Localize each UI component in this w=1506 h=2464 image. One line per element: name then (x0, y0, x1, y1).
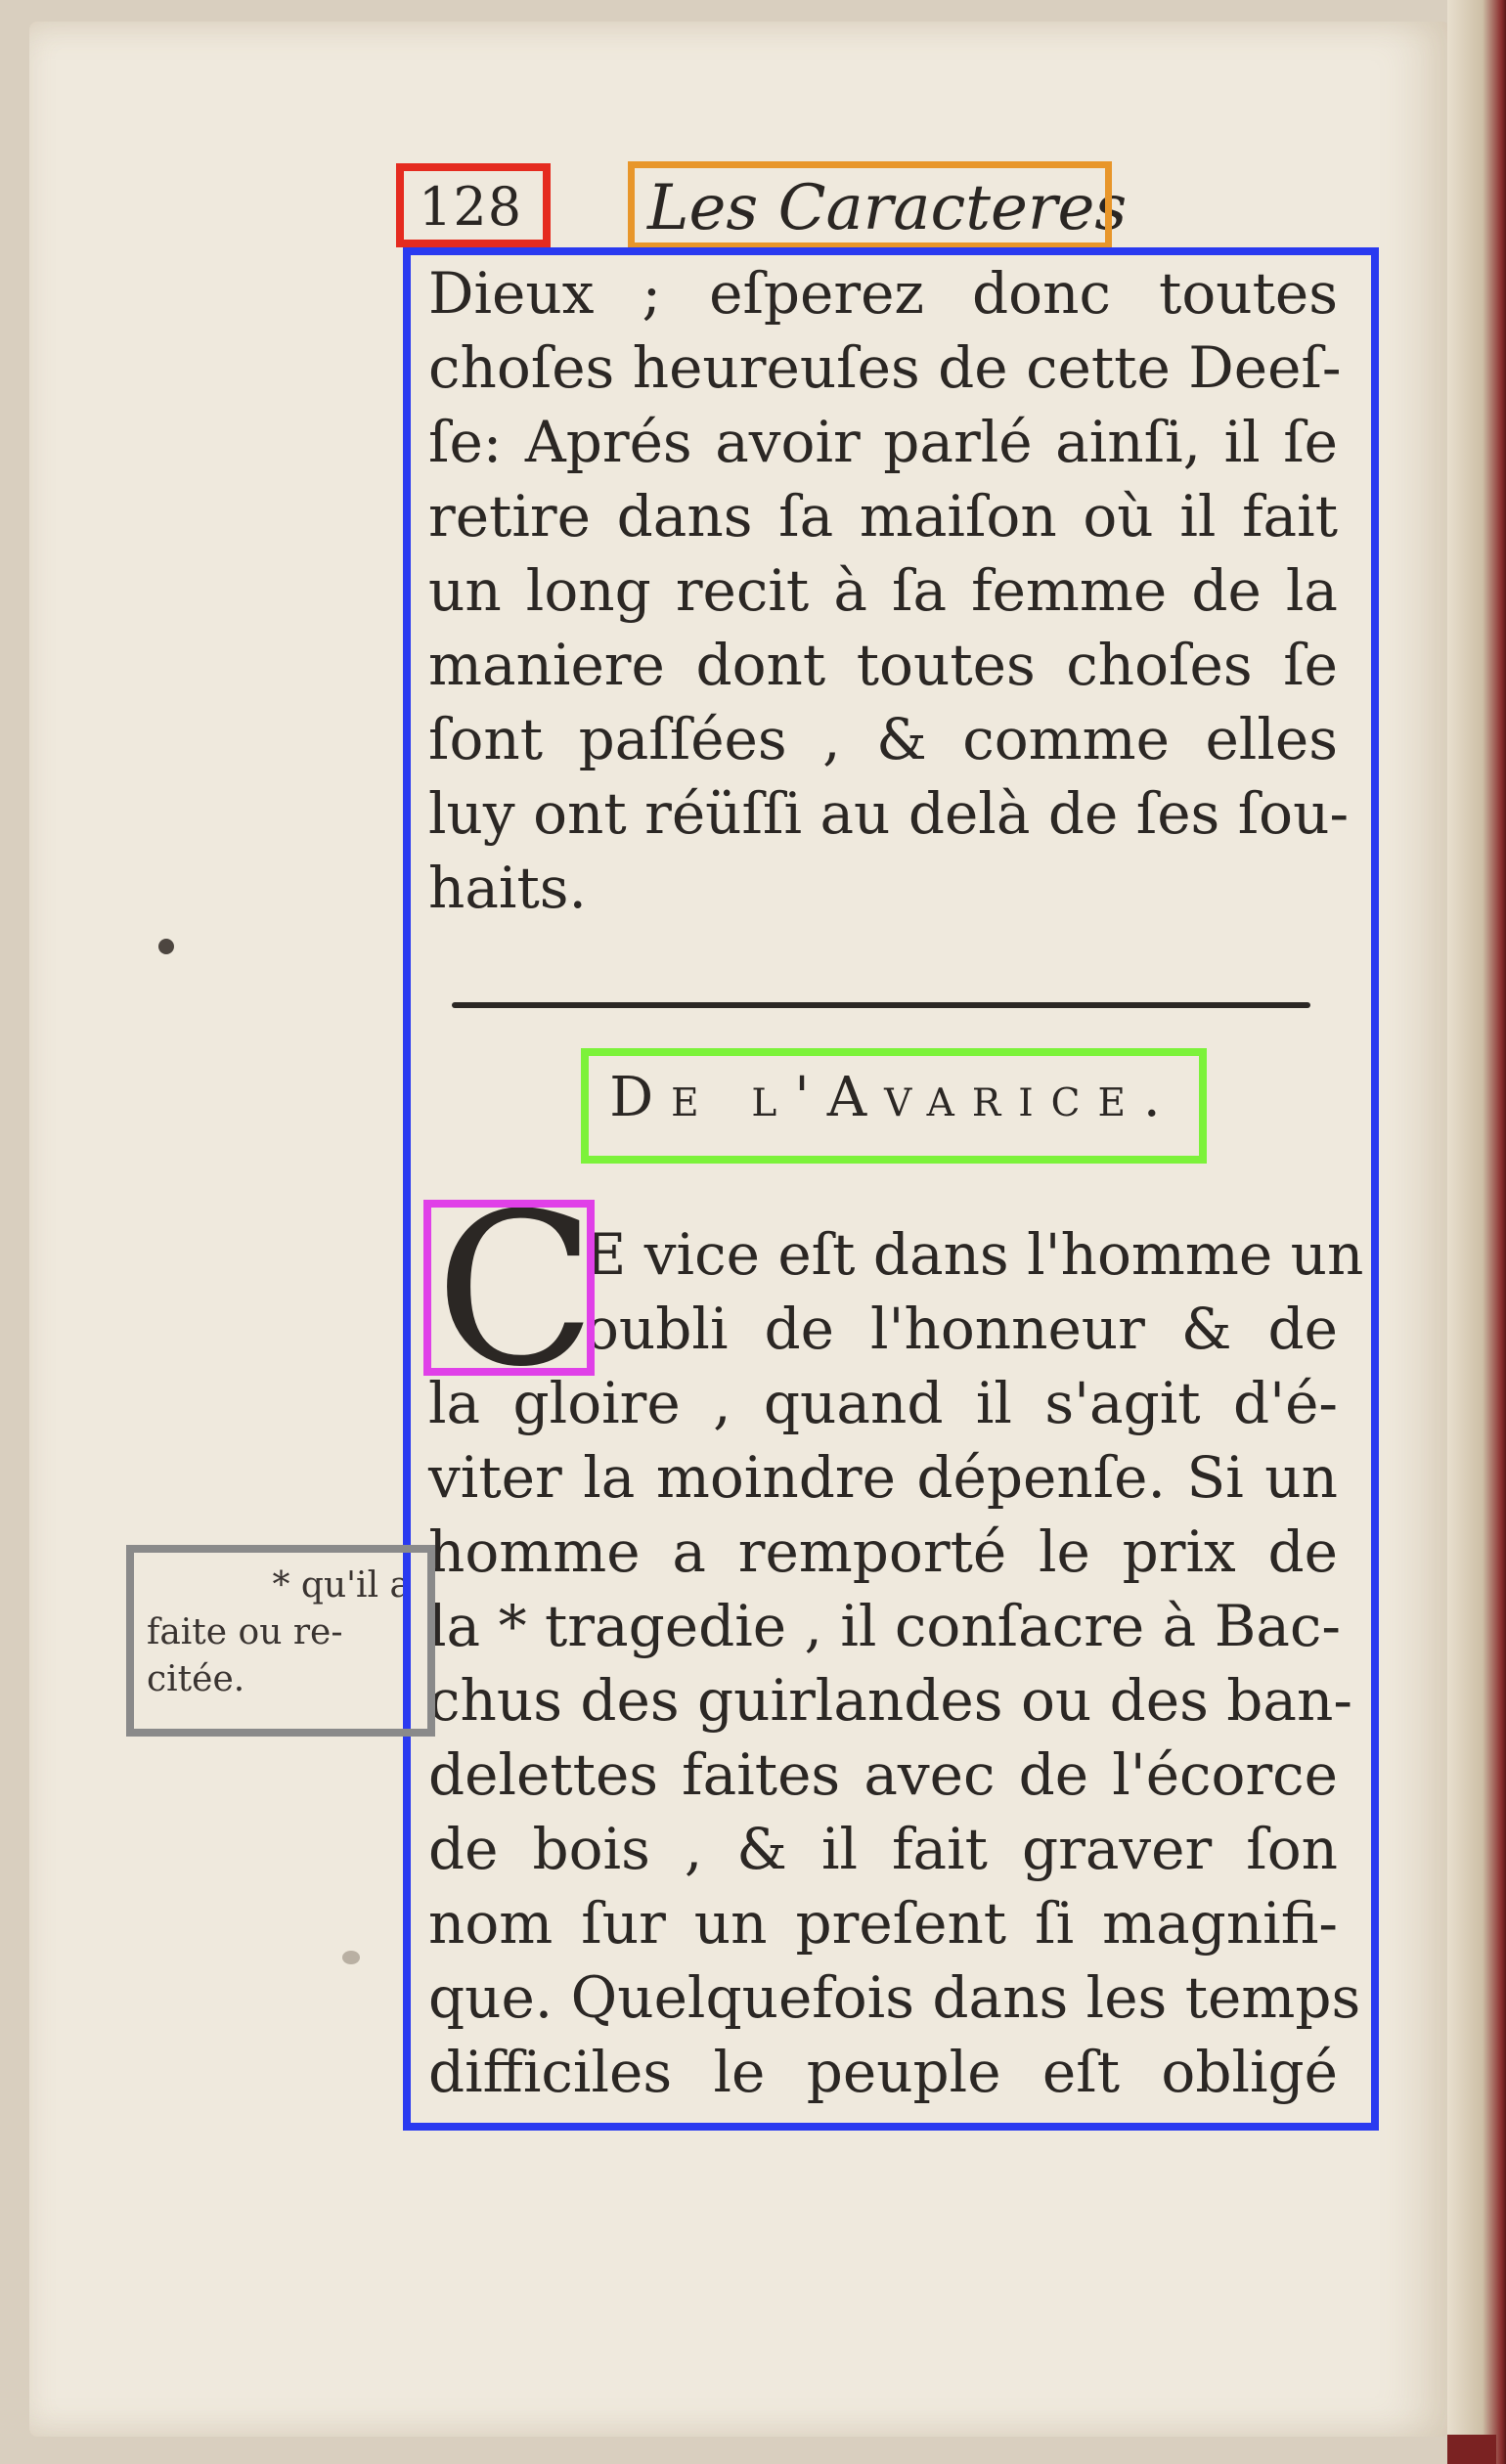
text-line: de bois , & il fait graver ſon (428, 1816, 1338, 1882)
margin-note-annotation-box (126, 1545, 435, 1737)
text-line: oubli de l'honneur & de (585, 1296, 1338, 1362)
text-line: la * tragedie , il conſacre à Bac- (428, 1593, 1341, 1659)
text-line: la gloire , quand il s'agit d'é- (428, 1370, 1338, 1436)
section-title: De l'Avarice. (609, 1066, 1178, 1129)
text-line: chus des guirlandes ou des ban- (428, 1667, 1352, 1734)
dropcap-annotation-box (423, 1200, 595, 1376)
folio-annotation-box (396, 163, 551, 247)
text-line: luy ont réüſſi au delà de ſes ſou- (428, 780, 1350, 847)
text-line: ſe: Aprés avoir parlé ainſi, il ſe (428, 409, 1338, 475)
body-annotation-box (403, 247, 1379, 2131)
text-line: difficiles le peuple eſt obligé (428, 2039, 1338, 2105)
text-line: ſont paſſées , & comme elles (428, 706, 1338, 772)
text-line: haits. (428, 855, 587, 921)
book-spine (1447, 0, 1506, 2464)
text-line: maniere dont toutes choſes ſe (428, 632, 1338, 698)
margin-note-line: citée. (147, 1659, 245, 1699)
text-line: Dieux ; eſperez donc toutes (428, 260, 1338, 327)
margin-note-line: * qu'il a (272, 1565, 411, 1606)
header-annotation-box (628, 161, 1112, 249)
title-annotation-box (581, 1048, 1207, 1164)
text-line: que. Quelquefois dans les temps (428, 1964, 1361, 2031)
text-line: nom ſur un preſent ſi magnifi- (428, 1890, 1338, 1957)
text-line: delettes faites avec de l'écorce (428, 1741, 1338, 1808)
page-number: 128 (419, 176, 523, 238)
running-head: Les Caracteres (647, 172, 1128, 244)
text-line: homme a remporté le prix de (428, 1518, 1338, 1585)
paper-blemish (342, 1951, 360, 1964)
text-line: retire dans ſa maiſon où il fait (428, 483, 1338, 550)
margin-note-line: faite ou re- (147, 1612, 343, 1652)
text-line: un long recit à ſa femme de la (428, 557, 1338, 624)
text-line: viter la moindre dépenſe. Si un (428, 1444, 1338, 1511)
drop-cap: C (435, 1167, 597, 1413)
binding-edge (1447, 2435, 1496, 2464)
text-line: E vice eſt dans l'homme un (585, 1221, 1364, 1288)
ink-spot (158, 939, 174, 954)
text-line: choſes heureuſes de cette Deeſ- (428, 334, 1342, 401)
